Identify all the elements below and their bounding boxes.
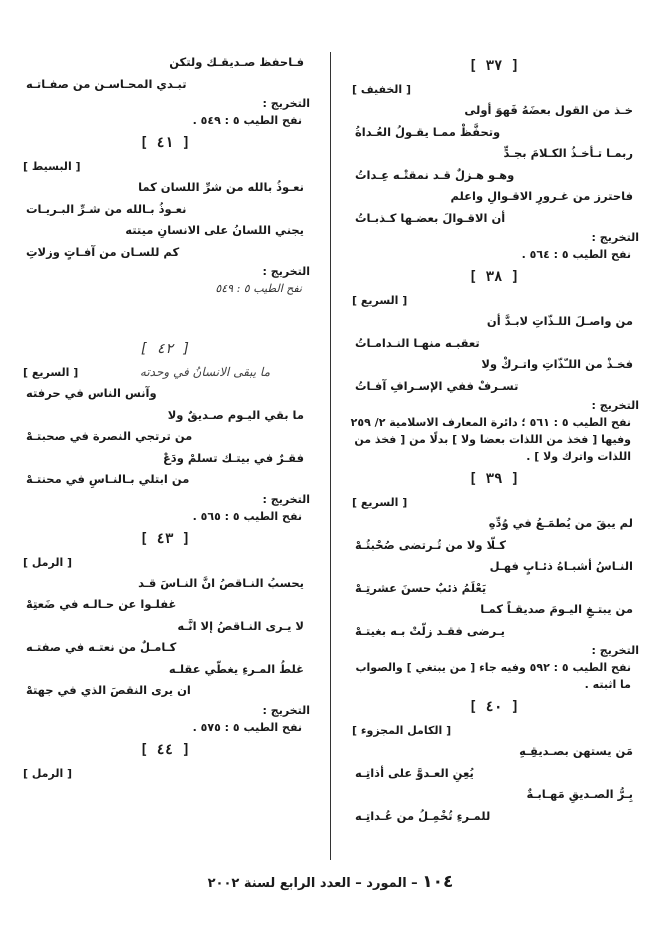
verse-line: تسـرفْ ففي الإسـرافِ آفـاتُ	[355, 378, 519, 393]
section-number: [ ٤٠ ]	[468, 699, 520, 715]
verse-line: وتحفَّظْ ممـا يقـولُ العُـداةُ	[355, 124, 501, 139]
takhrij-label: التخريج :	[262, 492, 310, 506]
column-divider	[330, 52, 331, 860]
verse-line: من واصـلَ اللـذّاتِ لابـدَّ أن	[486, 314, 633, 328]
verse-line: وهـو هـزلٌ قـد نمقتْـه عِـداتُ	[355, 167, 515, 182]
verse-line: يَعْلَمُ ذئبٌ حسنَ عشرتِـهْ	[355, 580, 487, 595]
section-number: [ ٤١ ]	[139, 135, 191, 151]
page-number: ١٠٤	[422, 872, 454, 892]
verse-line: يـرضى فقـد زلّتْ بـه بغيتـهْ	[355, 623, 505, 638]
verse-line: غفلـوا عن حـالـه في ضَعتِهْ	[26, 597, 177, 611]
verse-line: أن الاقـوالَ بعضـها كـذبـاتُ	[355, 210, 506, 225]
verse-line: تبـدي المحـاسـن من صفـاتـه	[26, 76, 187, 91]
verse-line: خـذ من القول بعضَهُ فَهوَ أولى	[464, 103, 633, 117]
meter-label: [ البسيط ]	[23, 160, 81, 173]
takhrij-label: التخريج :	[262, 265, 310, 278]
verse-line: كـلّا ولا من تُـرتضى صُحْبتُـهْ	[355, 537, 506, 552]
meter-label: [ الكامل المجزوء ]	[352, 724, 452, 737]
meter-label: [ السريع ]	[352, 294, 408, 307]
page-footer	[0, 872, 661, 892]
section-number: [ ٤٣ ]	[139, 530, 191, 547]
verse-line: فقـرٌ في بيتـك تسلمْ ودَعْ	[162, 450, 304, 465]
source-citation: نفح الطيب ٥ : ٥٧٥ .	[192, 720, 302, 734]
source-citation: نفح الطيب ٥ : ٥٩٢ وفيه جاء [ من يبتغي ] والصواب ما اثبته .	[355, 661, 631, 691]
verse-line: ما بقي اليـوم صـديقٌ ولا	[167, 407, 304, 422]
verse-line: نعـوذُ بالله من شرِّ اللسان كما	[138, 180, 304, 194]
takhrij-label: التخريج :	[591, 231, 639, 244]
source-citation: نفح الطيب ٥ : ٥٦٥ .	[192, 509, 302, 523]
section-number: [ ٤٢ ]	[139, 341, 191, 357]
verse-line: نعـوذُ بـالله من شـرِّ البـريـات	[26, 201, 187, 216]
meter-label: [ السريع ]	[23, 366, 79, 379]
verse-line: فـاحفظ صـديقـك ولتكن	[169, 55, 304, 69]
verse-line: بِـرُّ الصـديقِ مَهـابـةٌ	[526, 787, 633, 801]
source-citation: نفح الطيب ٥ : ٥٤٩ .	[192, 114, 302, 127]
verse-line: يحسبُ النـاقصُ انَّ النـاسَ قـد	[138, 575, 304, 590]
handwritten-verse: ما يبقى الانسانُ في وحدته	[139, 365, 270, 379]
section-number: [ ٣٧ ]	[468, 58, 520, 74]
source-citation: نفح الطيب ٥ : ٥٦١ ؛ دائرة المعارف الاسلامية ٢/ ٢٥٩ وفيها [ فخذ من اللذات بعضا ولا ] بدلًا من [ فخذ من اللذات واترك ولا ] .	[350, 416, 631, 463]
verse-line: يُعِنِ العـدوَّ على أذاتِـه	[355, 765, 474, 780]
meter-label: [ الرمل ]	[23, 555, 73, 569]
verse-line: من ترتجي النصرة في صحبتـهْ	[26, 429, 193, 443]
source-citation: نفح الطيب ٥ : ٥٦٤ .	[521, 248, 631, 261]
meter-label: [ الخفيف ]	[352, 83, 412, 96]
verse-line: غلطُ المـرءِ يغطّي عقلـه	[168, 661, 304, 676]
takhrij-label: التخريج :	[591, 644, 639, 657]
verse-line: وآنس الناس في حرفته	[26, 386, 157, 400]
verse-line: تعقبـه منهـا النـدامـاتُ	[355, 335, 480, 350]
journal-issue: – المورد – العدد الرابع لسنة ٢٠٠٢	[207, 876, 418, 891]
verse-line: النـاسُ أشبـاهُ ذئـابٍ فهـل	[489, 559, 633, 573]
verse-line: لا يـرى النـاقصُ إلا انَّـه	[177, 618, 304, 633]
verse-line: ربمـا تـأخـذُ الكـلامَ بجـدٍّ	[503, 146, 633, 160]
verse-line: مَن يستهن بصـديقِـهِ	[519, 744, 633, 758]
verse-line: فاحترز من غـرورِ الاقـوالِ واعلم	[450, 189, 633, 203]
meter-label: [ السريع ]	[352, 496, 408, 509]
takhrij-label: التخريج :	[262, 703, 310, 717]
verse-line: فخـذْ من اللـّذّاتِ واتـركْ ولا	[481, 357, 633, 371]
verse-line: للمـرءِ تُخْمِـلُ من عُـداتِـه	[355, 808, 491, 823]
verse-line: لم يبقَ من يُطمَـعُ في وُدِّهِ	[488, 516, 633, 530]
verse-line: كم للسـان من آفـاتٍ وزلاتِ	[26, 244, 180, 259]
verse-line: كـامـلٌ من نعتـه في صفتـه	[26, 640, 177, 654]
right-column	[349, 52, 639, 827]
left-column	[20, 52, 310, 784]
verse-line: من يبتـغِ اليـومَ صديقـاً كمـا	[480, 602, 633, 616]
verse-line: من ابتلي بـالنـاسِ في محنتـهْ	[26, 472, 190, 486]
verse-line: يجني اللسانُ على الانسانِ ميتته	[125, 223, 304, 237]
meter-label: [ الرمل ]	[23, 766, 73, 780]
verse-line: ان يرى النقصَ الذي في جهتهْ	[26, 683, 191, 697]
handwritten-source: نفح الطيب ٥ : ٥٤٩	[215, 282, 302, 295]
section-number: [ ٣٨ ]	[468, 269, 520, 285]
takhrij-label: التخريج :	[591, 399, 639, 412]
section-number: [ ٣٩ ]	[468, 471, 520, 487]
section-number: [ ٤٤ ]	[139, 741, 191, 758]
takhrij-label: التخريج :	[262, 97, 310, 110]
